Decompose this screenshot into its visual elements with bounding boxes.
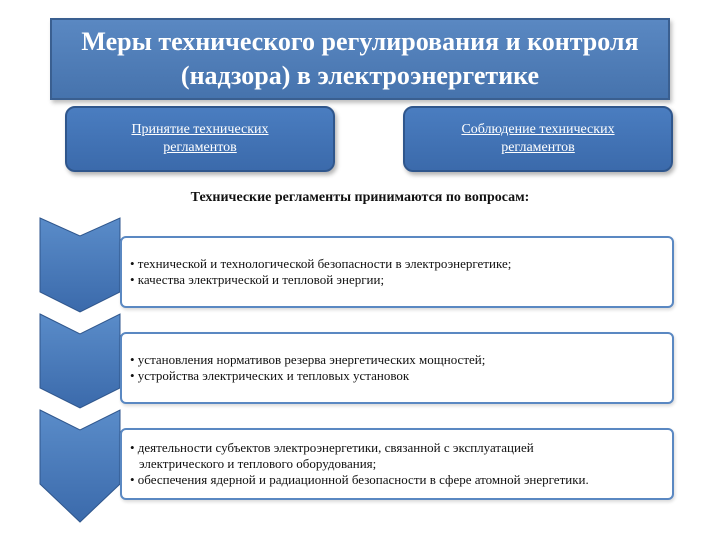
item-box-3 xyxy=(120,428,674,500)
item-3-line-2: электрического и теплового оборудования; xyxy=(139,456,377,471)
item-1-line-1: • технической и технологической безопасности в электроэнергетике; xyxy=(130,256,512,271)
item-1-line-2: • качества электрической и тепловой энергии; xyxy=(130,272,385,287)
item-box-1 xyxy=(120,236,674,308)
item-3-line-3: • обеспечения ядерной и радиационной безопасности в сфере атомной энергетики. xyxy=(130,472,589,487)
item-box-2 xyxy=(120,332,674,404)
compliance-box-line-2: регламентов xyxy=(501,140,575,155)
item-2-line-2: • устройства электрических и тепловых установок xyxy=(130,368,410,383)
item-2-line-1: • установления нормативов резерва энергетических мощностей; xyxy=(130,352,486,367)
adoption-box-line-1: Принятие технических xyxy=(131,122,269,137)
adoption-box-line-2: регламентов xyxy=(163,140,237,155)
item-3-line-1: • деятельности субъектов электроэнергетики, связанной с эксплуатацией xyxy=(130,440,534,455)
chevron-1 xyxy=(40,218,120,312)
chevron-2 xyxy=(40,314,120,408)
compliance-box-line-1: Соблюдение технических xyxy=(461,122,615,137)
title-line-2: (надзора) в электроэнергетике xyxy=(180,61,540,90)
chevron-3 xyxy=(40,410,120,522)
title-line-1: Меры технического регулирования и контроля xyxy=(81,27,639,56)
subtitle: Технические регламенты принимаются по вопросам: xyxy=(190,190,530,205)
